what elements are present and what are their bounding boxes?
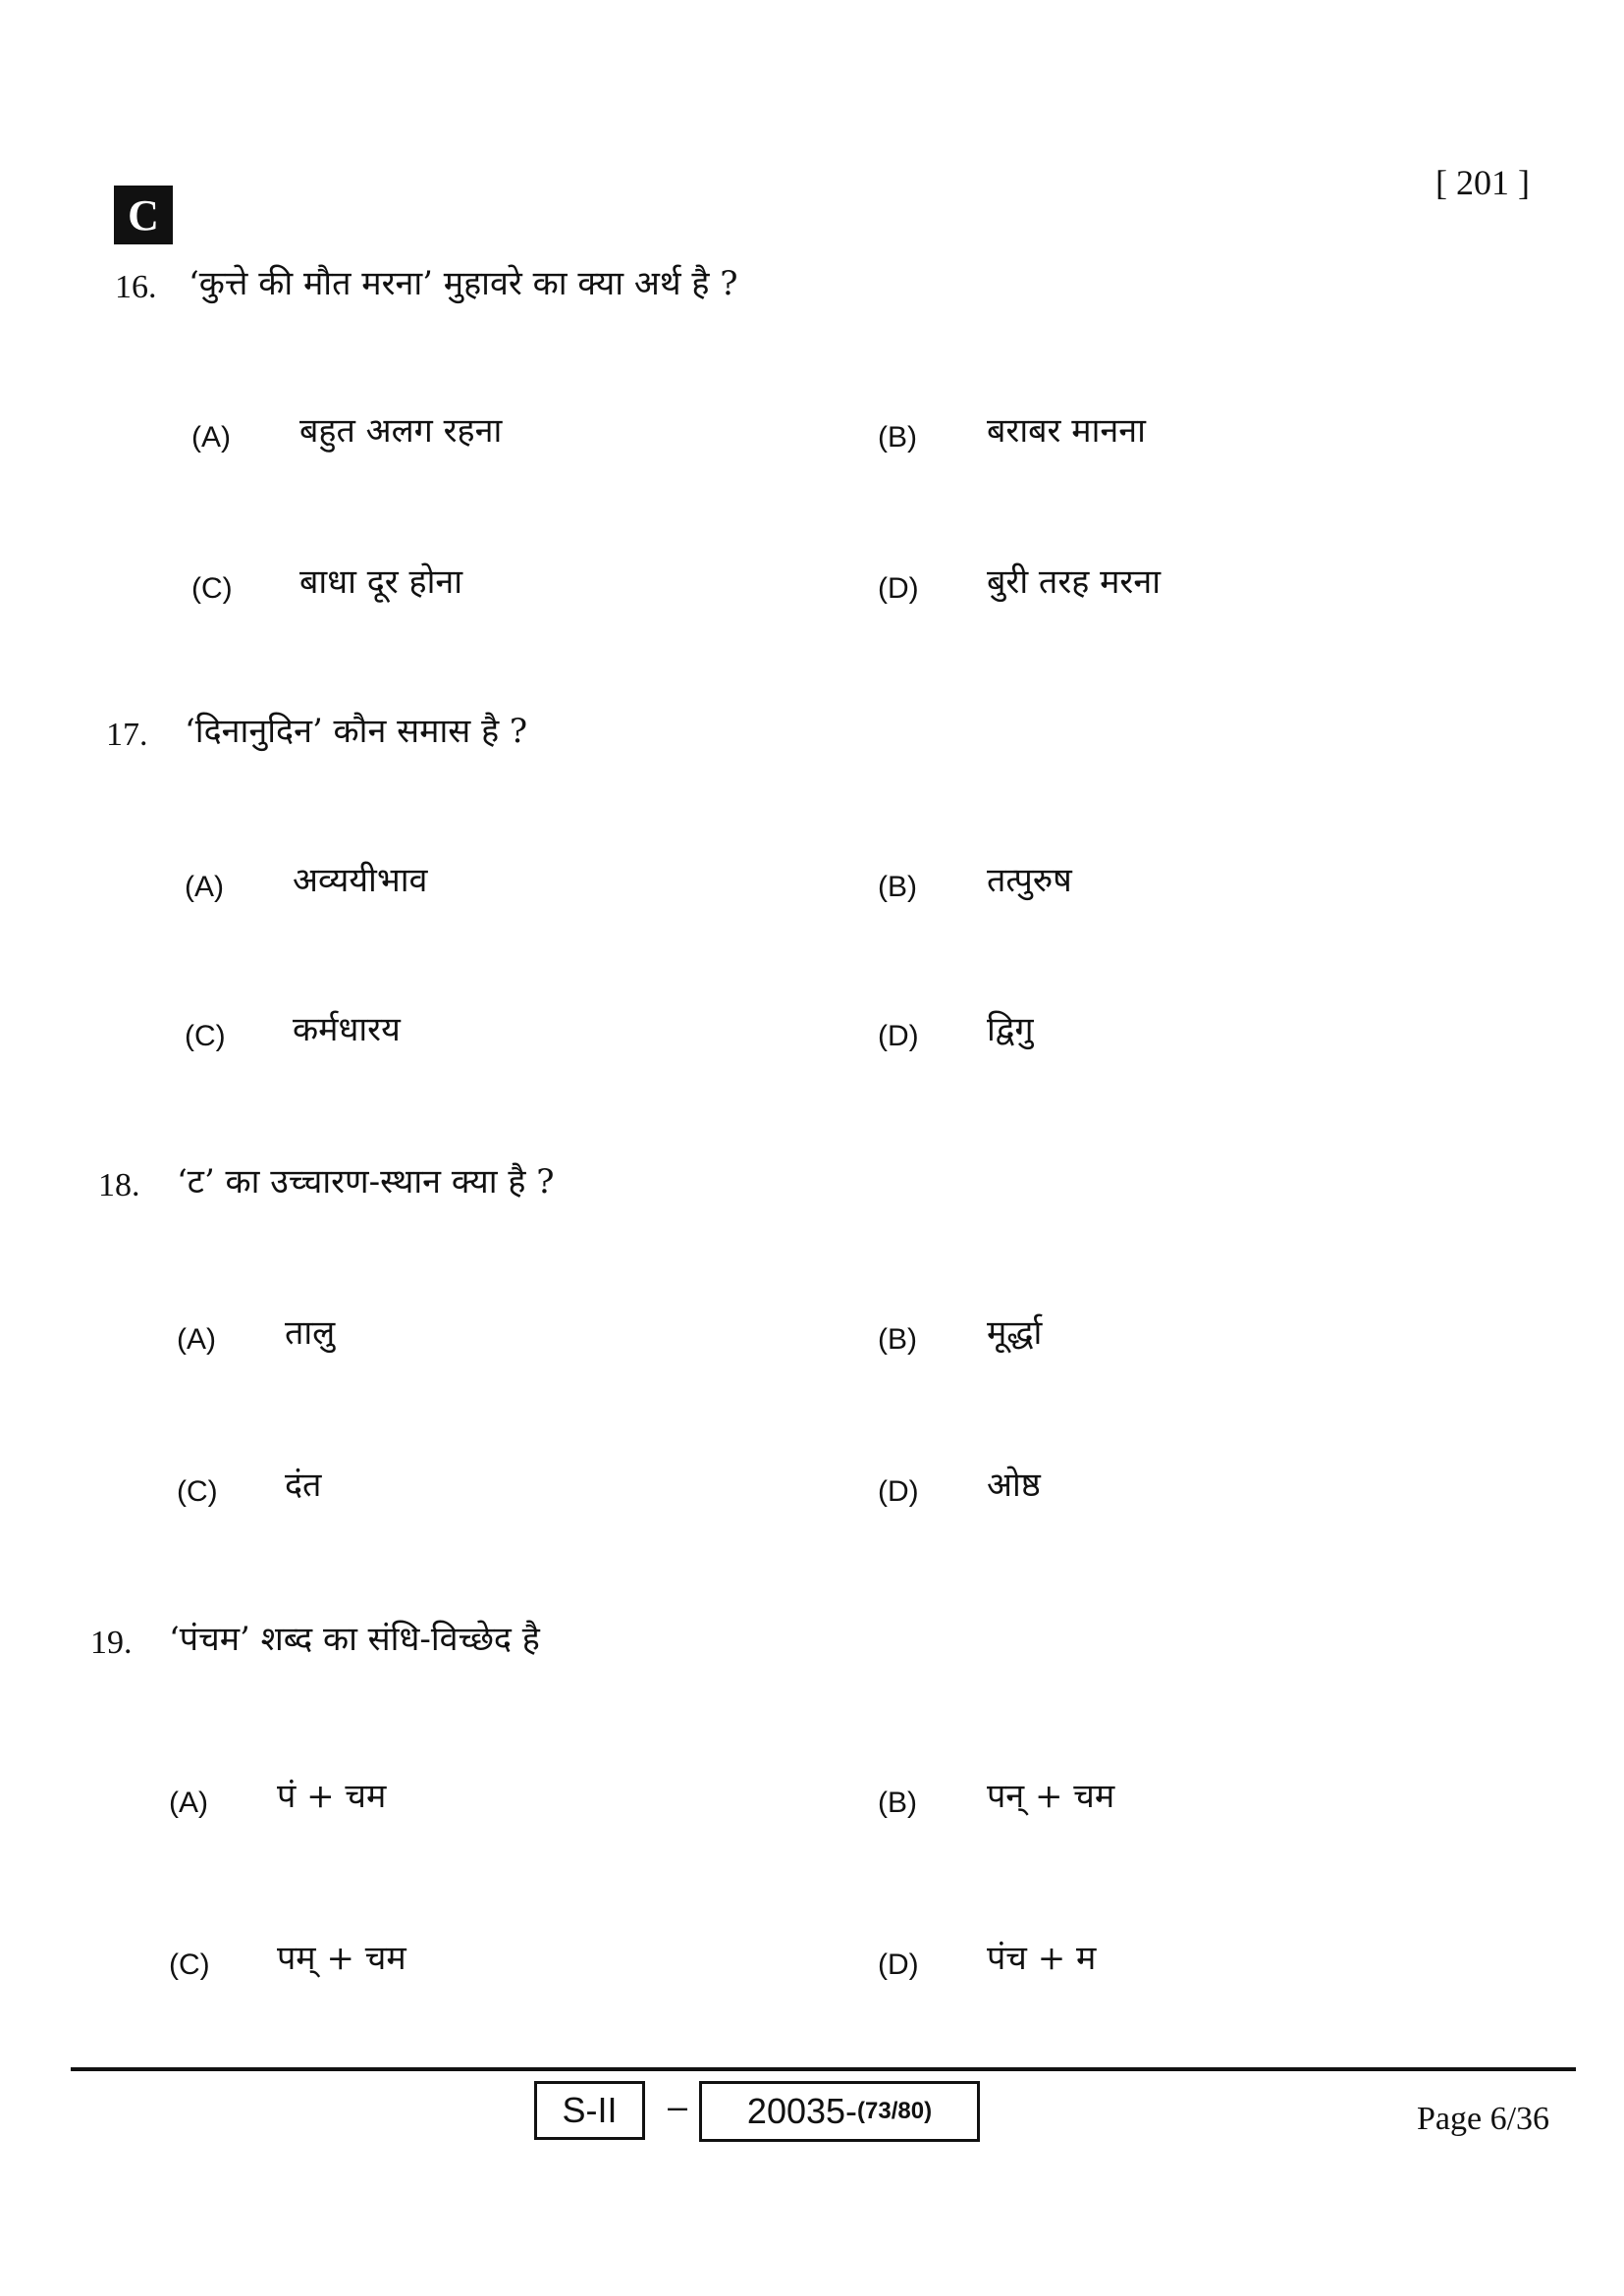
paper-code-sub: (73/80): [857, 2098, 933, 2124]
option-label: (D): [878, 572, 919, 605]
question-text: ‘पंचम’ शब्द का संधि-विच्छेद है: [169, 1620, 540, 1659]
paper-code: [ 201 ]: [1435, 163, 1530, 202]
option-label: (D): [878, 1949, 919, 1981]
footer-divider: [71, 2067, 1576, 2071]
paper-code-box: [699, 2081, 980, 2142]
paper-code-number: 20035-: [746, 2091, 858, 2131]
option-label: (B): [878, 1323, 917, 1356]
option-label: (D): [878, 1475, 919, 1508]
option-text: दंत: [285, 1466, 322, 1505]
option-text: पम् + चम: [277, 1939, 406, 1978]
question-number: 16.: [115, 269, 157, 305]
option-text: मूर्द्धा: [987, 1313, 1043, 1353]
question-text: ‘ट’ का उच्चारण-स्थान क्या है ?: [177, 1162, 555, 1201]
option-text: बहुत अलग रहना: [299, 411, 503, 451]
footer-separator: –: [668, 2086, 688, 2126]
option-text: पं + चम: [277, 1777, 387, 1816]
option-text: पन् + चम: [987, 1777, 1115, 1816]
question-number: 19.: [90, 1625, 133, 1661]
option-label: (C): [191, 572, 233, 605]
option-text: तालु: [285, 1313, 336, 1353]
option-label: (A): [191, 421, 231, 454]
option-text: ओष्ठ: [987, 1466, 1041, 1505]
option-text: पंच + म: [987, 1939, 1097, 1978]
series-box: S-II: [534, 2081, 645, 2140]
option-label: (A): [177, 1323, 216, 1356]
set-letter-badge: C: [114, 186, 173, 244]
option-text: बराबर मानना: [987, 411, 1146, 451]
option-text: बुरी तरह मरना: [987, 562, 1161, 602]
option-text: द्विगु: [987, 1010, 1034, 1049]
option-label: (D): [878, 1020, 919, 1052]
option-label: (A): [169, 1787, 208, 1819]
option-label: (C): [177, 1475, 218, 1508]
option-label: (B): [878, 1787, 917, 1819]
option-label: (A): [185, 871, 224, 903]
question-number: 18.: [98, 1167, 140, 1203]
question-text: ‘कुत्ते की मौत मरना’ मुहावरे का क्या अर्थ है ?: [189, 264, 738, 303]
question-text: ‘दिनानुदिन’ कौन समास है ?: [185, 712, 528, 751]
option-label: (C): [185, 1020, 226, 1052]
option-text: बाधा दूर होना: [299, 562, 463, 602]
option-label: (C): [169, 1949, 210, 1981]
page-number: Page 6/36: [1417, 2101, 1550, 2137]
option-label: (B): [878, 421, 917, 454]
option-text: कर्मधारय: [293, 1010, 401, 1049]
option-label: (B): [878, 871, 917, 903]
option-text: अव्ययीभाव: [293, 861, 428, 900]
option-text: तत्पुरुष: [987, 861, 1072, 900]
question-number: 17.: [106, 717, 148, 753]
